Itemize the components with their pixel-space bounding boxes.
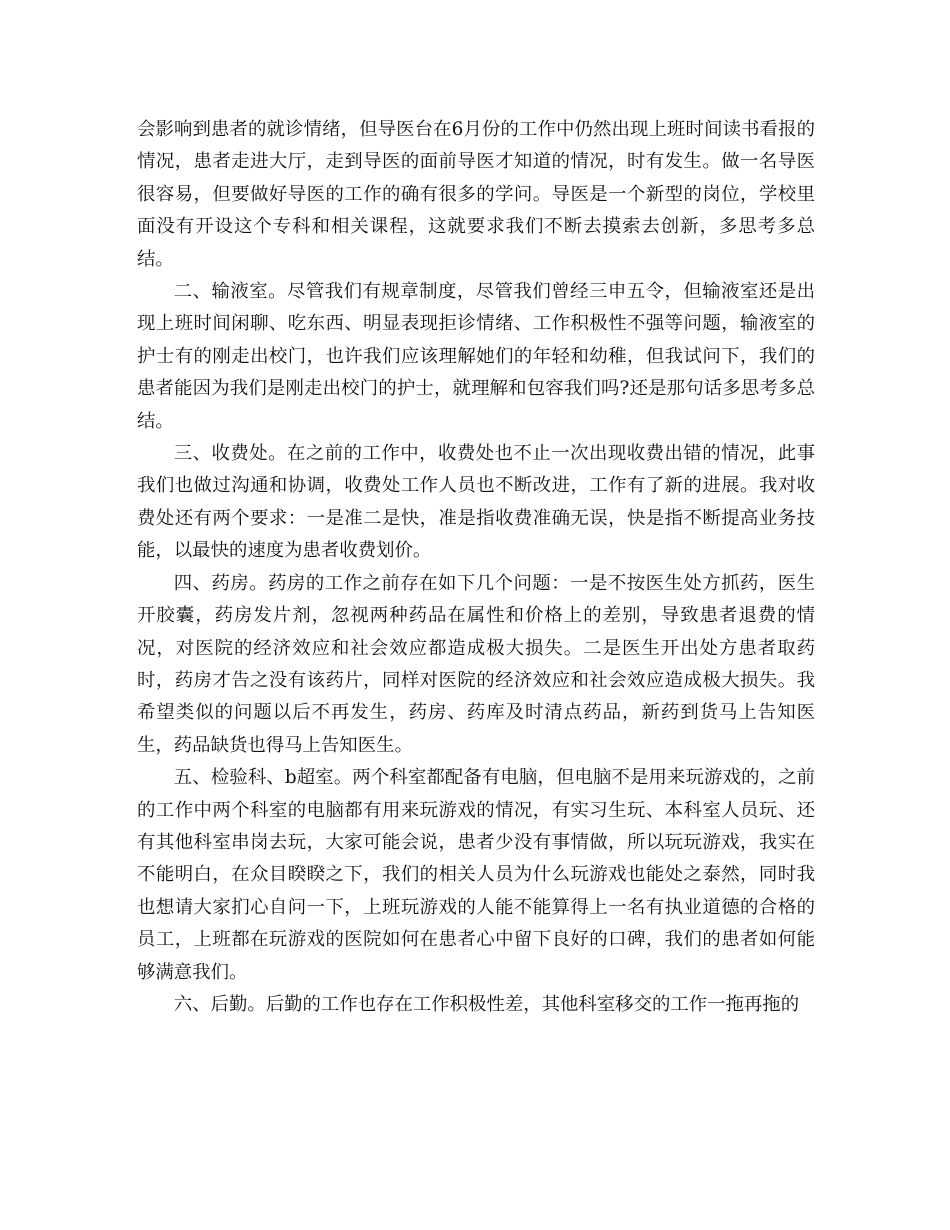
paragraph-intro-continued: 会影响到患者的就诊情绪，但导医台在6月份的工作中仍然出现上班时间读书看报的情况，患者走进大厅，走到导医的面前导医才知道的情况，时有发生。做一名导医很容易，但要做好导医的工作的确有很多的学问。导医是一个新型的岗位，学校里面没有开设这个专科和相关课程，这就要求我们不断去摸索去创新，多思考多总结。 <box>137 119 815 270</box>
document-body <box>137 114 815 1021</box>
paragraph-pharmacy: 四、药房。药房的工作之前存在如下几个问题：一是不按医生处方抓药，医生开胶囊，药房发片剂，忽视两种药品在属性和价格上的差别，导致患者退费的情况，对医院的经济效应和社会效应都造成极大损失。二是医生开出处方患者取药时，药房才告之没有该药片，同样对医院的经济效应和社会效应造成极大损失。我希望类似的问题以后不再发生，药房、药库及时清点药品，新药到货马上告知医生，药品缺货也得马上告知医生。 <box>137 572 815 756</box>
paragraph-lab-ultrasound: 五、检验科、b超室。两个科室都配备有电脑，但电脑不是用来玩游戏的，之前的工作中两个科室的电脑都有用来玩游戏的情况，有实习生玩、本科室人员玩、还有其他科室串岗去玩，大家可能会说，患者少没有事情做，所以玩玩游戏，我实在不能明白，在众目睽睽之下，我们的相关人员为什么玩游戏也能处之泰然，同时我也想请大家扪心自问一下，上班玩游戏的人能不能算得上一名有执业道德的合格的员工，上班都在玩游戏的医院如何在患者心中留下良好的口碑，我们的患者如何能够满意我们。 <box>137 767 815 983</box>
paragraph-billing-office: 三、收费处。在之前的工作中，收费处也不止一次出现收费出错的情况，此事我们也做过沟通和协调，收费处工作人员也不断改进，工作有了新的进展。我对收费处还有两个要求：一是准二是快，准是指收费准确无误，快是指不断提高业务技能，以最快的速度为患者收费划价。 <box>137 443 815 562</box>
paragraph-logistics: 六、后勤。后勤的工作也存在工作积极性差，其他科室移交的工作一拖再拖的 <box>173 993 800 1015</box>
paragraph-infusion-room: 二、输液室。尽管我们有规章制度，尽管我们曾经三申五令，但输液室还是出现上班时间闲聊、吃东西、明显表现拒诊情绪、工作积极性不强等问题，输液室的护士有的刚走出校门，也许我们应该理解她们的年轻和幼稚，但我试问下，我们的患者能因为我们是刚走出校门的护士，就理解和包容我们吗?还是那句话多思考多总结。 <box>137 281 815 432</box>
